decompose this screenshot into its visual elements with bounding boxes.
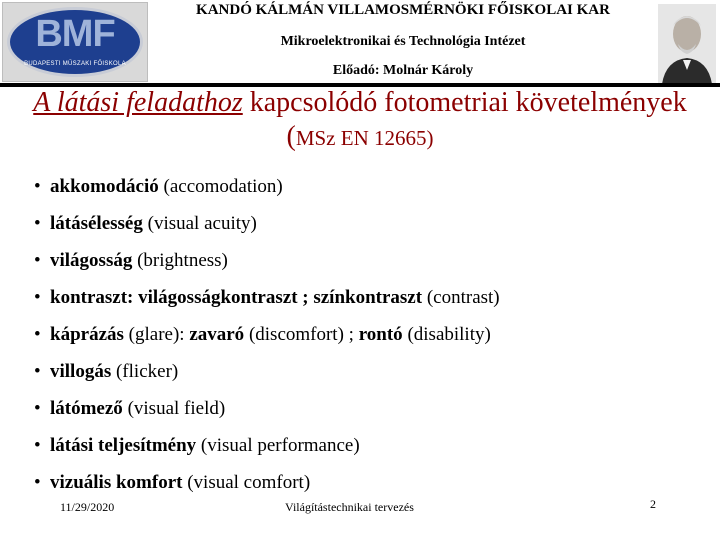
slide-title — [20, 86, 700, 155]
list-item: • káprázás (glare): zavaró (discomfort) ; rontó (disability) — [34, 324, 491, 345]
bmf-logo — [2, 2, 148, 82]
department-name: Mikroelektronikai és Technológia Intézet — [280, 34, 526, 49]
institution-name: KANDÓ KÁLMÁN VILLAMOSMÉRNÖKI FŐISKOLAI KAR — [196, 2, 610, 18]
portrait-image — [658, 4, 716, 84]
list-item: • akkomodáció (accomodation) — [34, 176, 283, 197]
title-underlined: A látási feladathoz — [33, 87, 243, 118]
portrait-icon — [658, 4, 716, 84]
page-number: 2 — [650, 497, 656, 511]
list-item: • világosság (brightness) — [34, 250, 228, 271]
list-item: • kontraszt: világosságkontraszt ; színkontraszt (contrast) — [34, 287, 500, 308]
lecturer-name: Előadó: Molnár Károly — [332, 63, 474, 78]
logo-text: BMF — [35, 13, 115, 55]
list-item: • látási teljesítmény (visual performance) — [34, 435, 360, 456]
list-item: • villogás (flicker) — [34, 361, 179, 382]
slide-header — [0, 0, 720, 88]
list-item: • látásélesség (visual acuity) — [34, 213, 257, 234]
title-rest: kapcsolódó fotometriai követelmények ( — [242, 87, 687, 152]
title-standard: MSz EN 12665) — [295, 126, 434, 150]
list-item: • látómező (visual field) — [34, 398, 226, 419]
list-item: • vizuális komfort (visual comfort) — [34, 472, 311, 493]
bullet-list — [34, 168, 694, 501]
logo-subtext: BUDAPESTI MŰSZAKI FŐISKOLA — [24, 61, 126, 67]
footer-title: Világítástechnikai tervezés — [285, 500, 414, 514]
footer-date: 11/29/2020 — [60, 500, 115, 514]
